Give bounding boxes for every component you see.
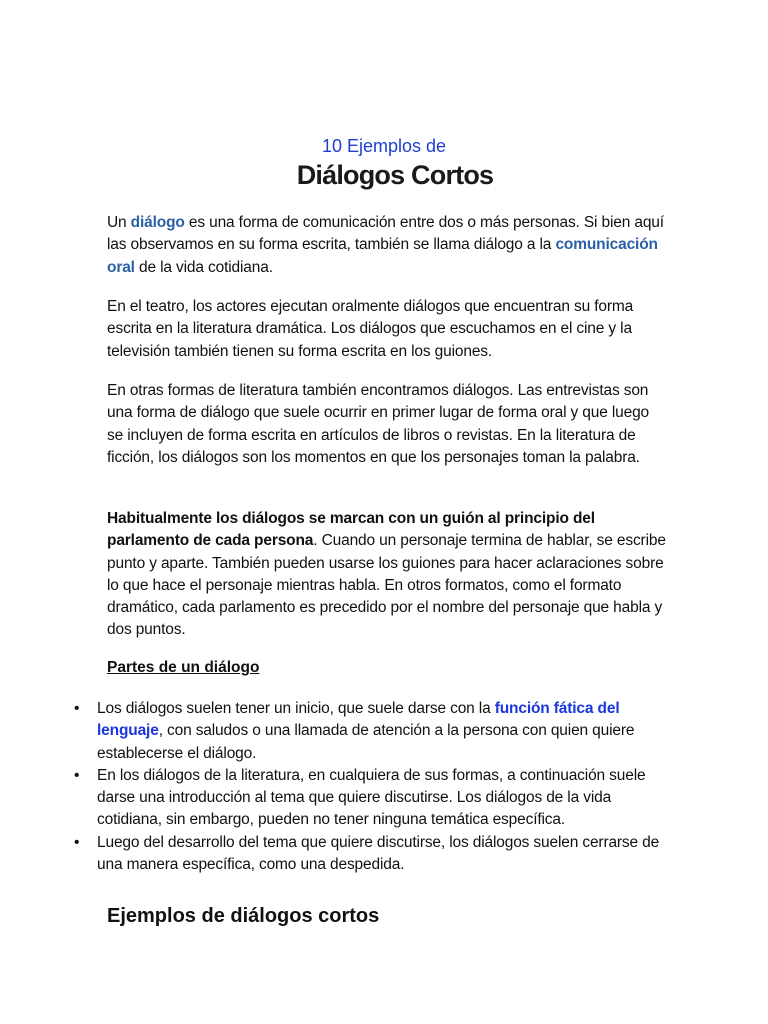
- paragraph-marking-rest: . Cuando un personaje termina de hablar, se escribe punto y aparte. También pueden usarse los guiones para hacer aclaraciones sobre lo que hace el personaje mientras habla. En otros formatos, como el formato dramático, cada parlamento es precedido por el nombre del personaje que habla y dos puntos.: [107, 532, 666, 639]
- paragraph-intro-mid: es una forma de comunicación entre dos o más personas. Si bien aquí las observamos en su forma escrita, también se llama diálogo a la: [107, 214, 664, 254]
- paragraph-intro-post: de la vida cotidiana.: [134, 258, 273, 276]
- document-title: Diálogos Cortos: [296, 160, 494, 190]
- parts-list: [74, 698, 662, 876]
- paragraph-marking: [107, 508, 667, 642]
- bullet-icon: •: [74, 700, 80, 717]
- examples-heading: Ejemplos de diálogos cortos: [107, 905, 380, 927]
- bullet-2-text: En los diálogos de la literatura, en cualquiera de sus formas, a continuación suele darse una introducción al tema que quiere discutirse. Los diálogos de la vida cotidiana, sin embargo, pueden no tener ninguna temática específica.: [97, 766, 646, 829]
- paragraph-literature: En otras formas de literatura también encontramos diálogos. Las entrevistas son una forma de diálogo que suele ocurrir en primer lugar de forma oral y que luego se incluyen de forma escrita en artículos de libros o revistas. En la literatura de ficción, los diálogos son los momentos en que los personajes toman la palabra.: [107, 382, 650, 466]
- bullet-1-pre: Los diálogos suelen tener un inicio, que suele darse con la: [97, 700, 495, 717]
- bullet-3-text: Luego del desarrollo del tema que quiere discutirse, los diálogos suelen cerrarse de una manera específica, como una despedida.: [97, 833, 660, 874]
- paragraph-marking-bold: Habitualmente los diálogos se marcan con un guión al principio del parlamento de cada persona: [107, 510, 595, 550]
- link-funcion-fatica[interactable]: función fática del lenguaje: [97, 700, 620, 740]
- list-item: [74, 832, 662, 877]
- list-item: [74, 698, 662, 765]
- paragraph-theatre: En el teatro, los actores ejecutan oralmente diálogos que encuentran su forma escrita en la literatura dramática. Los diálogos que escuchamos en el cine y la televisión también tienen su forma escrita en los guiones.: [107, 298, 634, 360]
- list-item: [74, 765, 662, 832]
- link-dialogo[interactable]: diálogo: [130, 214, 185, 231]
- paragraph-intro-pre: Un: [107, 214, 131, 231]
- document-subtitle: 10 Ejemplos de: [321, 136, 447, 156]
- bullet-icon: •: [74, 766, 80, 784]
- paragraph-intro: [107, 212, 667, 279]
- parts-heading: Partes de un diálogo: [107, 659, 260, 676]
- bullet-1-post: , con saludos o una llamada de atención a la persona con quien quiere establecerse el diálogo.: [97, 722, 635, 762]
- link-comunicacion-oral[interactable]: comunicación oral: [107, 236, 658, 276]
- bullet-icon: •: [74, 833, 80, 851]
